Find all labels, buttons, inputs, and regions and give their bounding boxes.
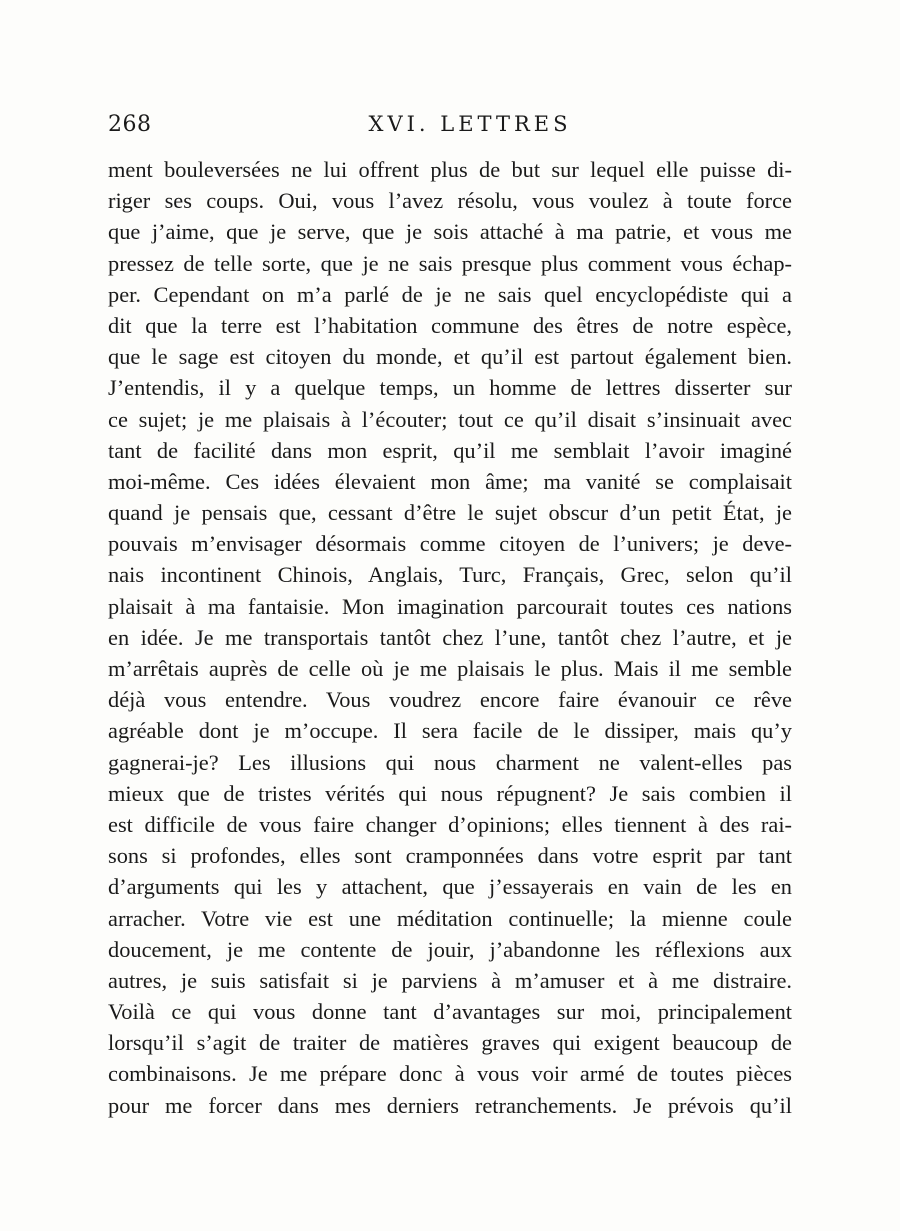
text-line: combinaisons. Je me prépare donc à vous voir armé de toutes pièces [108, 1061, 792, 1087]
text-line: pour me forcer dans mes derniers retranchements. Je prévois qu’il [108, 1092, 792, 1118]
text-line: mieux que de tristes vérités qui nous répugnent? Je sais combien il [108, 780, 792, 806]
text-line: que j’aime, que je serve, que je sois attaché à ma patrie, et vous me [108, 219, 792, 245]
text-line: pressez de telle sorte, que je ne sais presque plus comment vous échap- [108, 250, 792, 276]
text-line: nais incontinent Chinois, Anglais, Turc, Français, Grec, selon qu’il [108, 562, 792, 588]
running-head [108, 112, 792, 146]
body-text [108, 154, 792, 1121]
text-line: J’entendis, il y a quelque temps, un homme de lettres disserter sur [108, 375, 792, 401]
text-line: déjà vous entendre. Vous voudrez encore faire évanouir ce rêve [108, 687, 792, 713]
text-line: arracher. Votre vie est une méditation continuelle; la mienne coule [108, 905, 792, 931]
text-line: ment bouleversées ne lui offrent plus de but sur lequel elle puisse di- [108, 157, 792, 182]
text-line: moi-même. Ces idées élevaient mon âme; ma vanité se complaisait [108, 468, 792, 494]
text-line: gagnerai-je? Les illusions qui nous charment ne valent-elles pas [108, 749, 792, 775]
chapter-title: XVI. LETTRES [368, 112, 572, 136]
text-line: Voilà ce qui vous donne tant d’avantages sur moi, principalement [108, 999, 792, 1025]
text-line: per. Cependant on m’a parlé de je ne sais quel encyclopédiste qui a [108, 281, 792, 307]
text-line: d’arguments qui les y attachent, que j’essayerais en vain de les en [108, 874, 792, 900]
text-line: doucement, je me contente de jouir, j’abandonne les réflexions aux [108, 936, 792, 962]
text-line: dit que la terre est l’habitation commune des êtres de notre espèce, [108, 312, 792, 338]
text-line: plaisait à ma fantaisie. Mon imagination parcourait toutes ces nations [108, 593, 792, 619]
text-line: que le sage est citoyen du monde, et qu’il est partout également bien. [108, 344, 792, 370]
text-line: lorsqu’il s’agit de traiter de matières graves qui exigent beaucoup de [108, 1030, 792, 1056]
text-line: tant de facilité dans mon esprit, qu’il me semblait l’avoir imaginé [108, 437, 792, 463]
text-line: quand je pensais que, cessant d’être le sujet obscur d’un petit État, je [108, 500, 792, 526]
text-line: ce sujet; je me plaisais à l’écouter; tout ce qu’il disait s’insinuait avec [108, 406, 792, 432]
text-line: autres, je suis satisfait si je parviens à m’amuser et à me distraire. [108, 967, 792, 993]
text-line: est difficile de vous faire changer d’opinions; elles tiennent à des rai- [108, 811, 792, 837]
text-line: pouvais m’envisager désormais comme citoyen de l’univers; je deve- [108, 531, 792, 557]
text-line: sons si profondes, elles sont cramponnées dans votre esprit par tant [108, 843, 792, 869]
text-line: riger ses coups. Oui, vous l’avez résolu, vous voulez à toute force [108, 188, 792, 214]
text-line: agréable dont je m’occupe. Il sera facile de le dissiper, mais qu’y [108, 718, 792, 744]
page-number: 268 [108, 112, 152, 137]
text-line: en idée. Je me transportais tantôt chez l’une, tantôt chez l’autre, et je [108, 624, 792, 650]
text-line: m’arrêtais auprès de celle où je me plaisais le plus. Mais il me semble [108, 656, 792, 681]
